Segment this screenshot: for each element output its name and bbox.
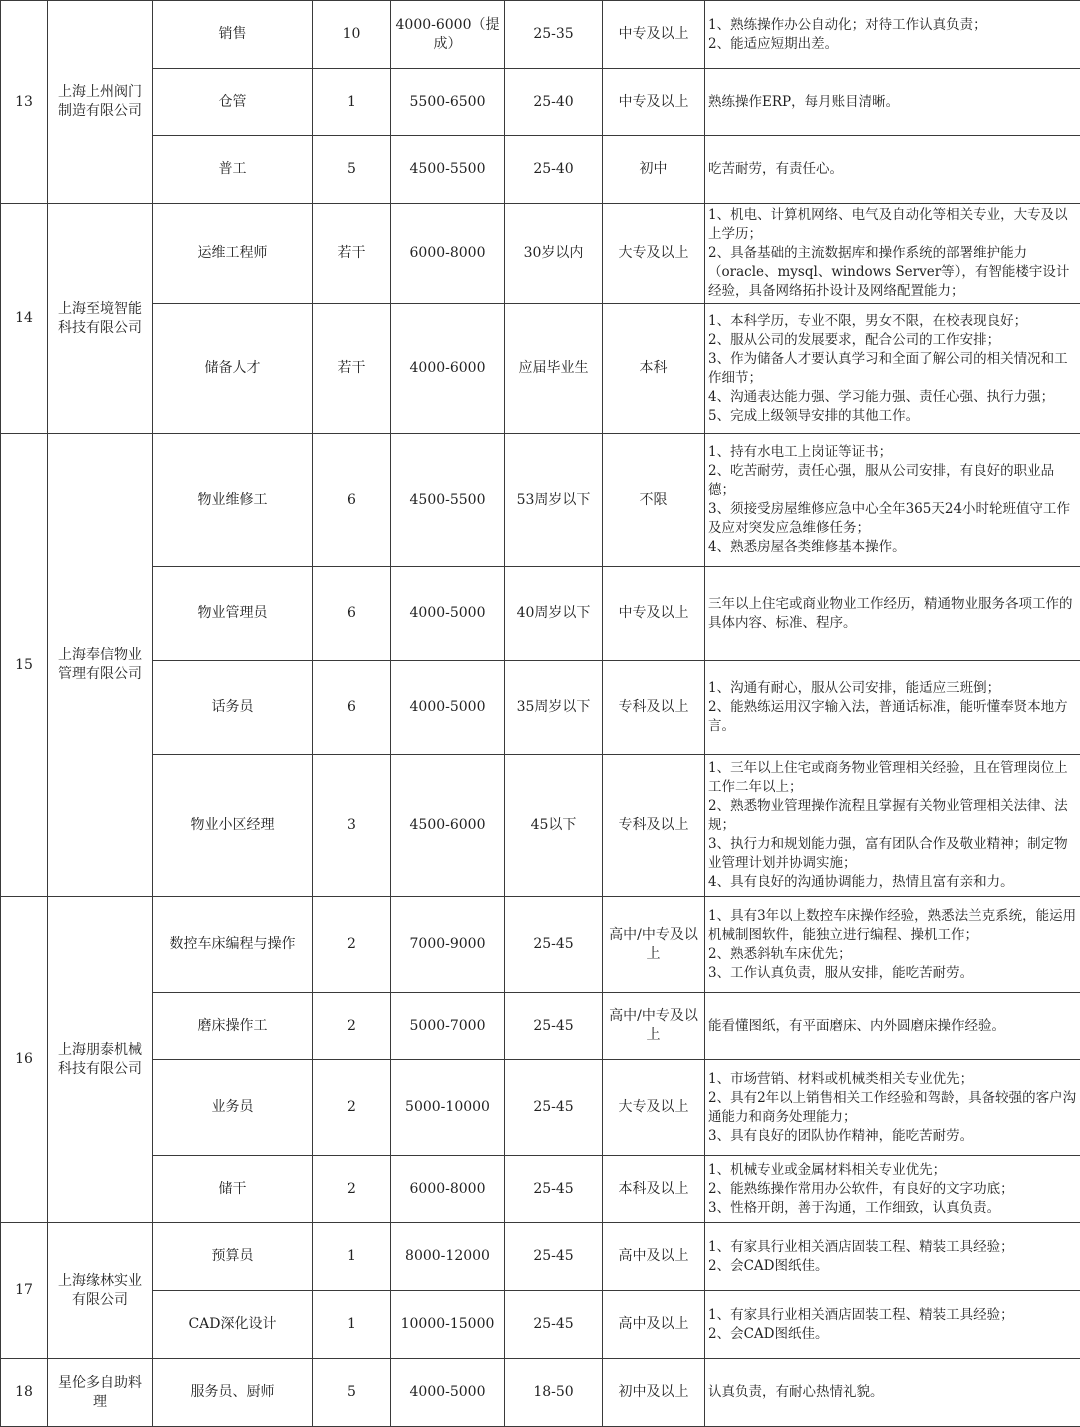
job-salary: 4000-5000 [391,661,505,755]
job-count: 6 [313,434,391,567]
job-requirements [705,1156,1080,1223]
requirement-line: 2、吃苦耐劳，责任心强，服从公司安排，有良好的职业品德； [708,462,1077,500]
job-age: 应届毕业生 [505,304,603,434]
company-number: 13 [1,1,48,204]
job-title: 普工 [153,136,313,204]
job-age: 25-45 [505,1291,603,1359]
requirement-line: 1、本科学历，专业不限，男女不限，在校表现良好； [708,312,1077,331]
job-count: 2 [313,993,391,1060]
requirement-line: 1、有家具行业相关酒店固装工程、精装工具经验； [708,1238,1077,1257]
job-education: 大专及以上 [603,1060,705,1156]
company-number: 17 [1,1223,48,1359]
job-count: 2 [313,1156,391,1223]
job-table-body [1,1,1080,1427]
requirement-line: 能看懂图纸，有平面磨床、内外圆磨床操作经验。 [708,1017,1077,1036]
job-age: 25-40 [505,69,603,136]
job-age: 35周岁以下 [505,661,603,755]
job-requirements [705,755,1080,897]
table-row [1,661,1080,755]
company-name: 上海朋泰机械科技有限公司 [48,897,153,1223]
job-salary: 5500-6500 [391,69,505,136]
job-age: 25-45 [505,993,603,1060]
job-count: 6 [313,661,391,755]
job-education: 本科 [603,304,705,434]
job-title: 物业维修工 [153,434,313,567]
job-salary: 5000-7000 [391,993,505,1060]
table-row [1,993,1080,1060]
job-title: 储备人才 [153,304,313,434]
job-count: 5 [313,1359,391,1427]
requirement-line: 1、机电、计算机网络、电气及自动化等相关专业，大专及以上学历； [708,206,1077,244]
company-name: 上海奉信物业管理有限公司 [48,434,153,897]
job-title: 物业小区经理 [153,755,313,897]
job-salary: 6000-8000 [391,204,505,304]
requirement-line: 2、能适应短期出差。 [708,35,1077,54]
requirement-line: 1、具有3年以上数控车床操作经验，熟悉法兰克系统，能运用机械制图软件，能独立进行编程、操机工作； [708,907,1077,945]
requirement-line: 1、熟练操作办公自动化；对待工作认真负责； [708,16,1077,35]
job-salary: 4000-6000 [391,304,505,434]
requirement-line: 3、性格开朗，善于沟通，工作细致，认真负责。 [708,1199,1077,1218]
requirement-line: 2、能熟练运用汉字输入法，普通话标准，能听懂奉贤本地方言。 [708,698,1077,736]
job-requirements [705,204,1080,304]
job-title: 服务员、厨师 [153,1359,313,1427]
job-requirements [705,69,1080,136]
job-salary: 10000-15000 [391,1291,505,1359]
requirement-line: 1、有家具行业相关酒店固装工程、精装工具经验； [708,1306,1077,1325]
job-requirements [705,304,1080,434]
job-age: 18-50 [505,1359,603,1427]
job-title: 业务员 [153,1060,313,1156]
job-salary: 8000-12000 [391,1223,505,1291]
company-number: 14 [1,204,48,434]
job-count: 10 [313,1,391,69]
table-row [1,136,1080,204]
job-salary: 4500-5500 [391,136,505,204]
company-name: 上海缘林实业有限公司 [48,1223,153,1359]
job-count: 2 [313,1060,391,1156]
job-requirements [705,1359,1080,1427]
job-count: 若干 [313,204,391,304]
requirement-line: 4、熟悉房屋各类维修基本操作。 [708,538,1077,557]
job-requirements [705,434,1080,567]
requirement-line: 4、沟通表达能力强、学习能力强、责任心强、执行力强； [708,388,1077,407]
requirement-line: 1、市场营销、材料或机械类相关专业优先； [708,1070,1077,1089]
table-row [1,1223,1080,1291]
job-education: 中专及以上 [603,567,705,661]
requirement-line: 3、执行力和规划能力强，富有团队合作及敬业精神；制定物业管理计划并协调实施； [708,835,1077,873]
job-count: 若干 [313,304,391,434]
table-row [1,1291,1080,1359]
job-age: 30岁以内 [505,204,603,304]
requirement-line: 3、工作认真负责，服从安排，能吃苦耐劳。 [708,964,1077,983]
job-requirements [705,993,1080,1060]
requirement-line: 2、服从公司的发展要求，配合公司的工作安排； [708,331,1077,350]
requirement-line: 认真负责，有耐心热情礼貌。 [708,1383,1077,1402]
job-education: 不限 [603,434,705,567]
job-count: 6 [313,567,391,661]
job-age: 25-35 [505,1,603,69]
table-row [1,1,1080,69]
job-title: 销售 [153,1,313,69]
job-education: 中专及以上 [603,1,705,69]
requirement-line: 5、完成上级领导安排的其他工作。 [708,407,1077,426]
table-row [1,897,1080,993]
job-education: 大专及以上 [603,204,705,304]
job-age: 25-45 [505,1060,603,1156]
job-title: 物业管理员 [153,567,313,661]
job-salary: 4000-5000 [391,1359,505,1427]
job-age: 45以下 [505,755,603,897]
job-title: CAD深化设计 [153,1291,313,1359]
requirement-line: 2、熟悉物业管理操作流程且掌握有关物业管理相关法律、法规； [708,797,1077,835]
requirement-line: 1、沟通有耐心，服从公司安排，能适应三班倒； [708,679,1077,698]
job-count: 2 [313,897,391,993]
table-row [1,567,1080,661]
requirement-line: 2、会CAD图纸佳。 [708,1325,1077,1344]
table-row [1,304,1080,434]
company-number: 18 [1,1359,48,1427]
requirement-line: 4、具有良好的沟通协调能力，热情且富有亲和力。 [708,873,1077,892]
job-education: 高中及以上 [603,1223,705,1291]
job-age: 53周岁以下 [505,434,603,567]
job-title: 磨床操作工 [153,993,313,1060]
requirement-line: 1、持有水电工上岗证等证书； [708,443,1077,462]
job-salary: 4000-6000（提成） [391,1,505,69]
job-education: 高中/中专及以上 [603,897,705,993]
company-number: 16 [1,897,48,1223]
job-age: 25-40 [505,136,603,204]
job-requirements [705,567,1080,661]
requirement-line: 2、具有2年以上销售相关工作经验和驾龄，具备较强的客户沟通能力和商务处理能力； [708,1089,1077,1127]
job-salary: 5000-10000 [391,1060,505,1156]
table-row [1,755,1080,897]
job-title: 预算员 [153,1223,313,1291]
job-requirements [705,136,1080,204]
job-requirements [705,1,1080,69]
job-count: 1 [313,1223,391,1291]
table-row [1,1060,1080,1156]
table-row [1,1156,1080,1223]
job-education: 专科及以上 [603,661,705,755]
job-count: 1 [313,69,391,136]
company-name: 上海至境智能科技有限公司 [48,204,153,434]
job-count: 1 [313,1291,391,1359]
job-requirements [705,1223,1080,1291]
job-age: 25-45 [505,1223,603,1291]
job-requirements [705,661,1080,755]
job-salary: 6000-8000 [391,1156,505,1223]
requirement-line: 2、熟悉斜轨车床优先； [708,945,1077,964]
job-age: 25-45 [505,1156,603,1223]
job-education: 高中/中专及以上 [603,993,705,1060]
requirement-line: 熟练操作ERP，每月账目清晰。 [708,93,1077,112]
job-salary: 4500-5500 [391,434,505,567]
requirement-line: 1、机械专业或金属材料相关专业优先； [708,1161,1077,1180]
job-education: 初中 [603,136,705,204]
job-education: 中专及以上 [603,69,705,136]
table-row [1,69,1080,136]
requirement-line: 吃苦耐劳，有责任心。 [708,160,1077,179]
job-education: 专科及以上 [603,755,705,897]
job-requirements [705,1291,1080,1359]
job-title: 储干 [153,1156,313,1223]
job-age: 25-45 [505,897,603,993]
company-name: 星伦多自助料理 [48,1359,153,1427]
requirement-line: 2、具备基础的主流数据库和操作系统的部署维护能力（oracle、mysql、windows Server等），有智能楼宇设计经验，具备网络拓扑设计及网络配置能力； [708,244,1077,301]
job-title: 运维工程师 [153,204,313,304]
job-salary: 4000-5000 [391,567,505,661]
job-title: 话务员 [153,661,313,755]
table-row [1,204,1080,304]
job-salary: 7000-9000 [391,897,505,993]
requirement-line: 三年以上住宅或商业物业工作经历，精通物业服务各项工作的具体内容、标准、程序。 [708,595,1077,633]
company-number: 15 [1,434,48,897]
requirement-line: 3、具有良好的团队协作精神，能吃苦耐劳。 [708,1127,1077,1146]
job-education: 初中及以上 [603,1359,705,1427]
job-title: 仓管 [153,69,313,136]
job-title: 数控车床编程与操作 [153,897,313,993]
requirement-line: 3、作为储备人才要认真学习和全面了解公司的相关情况和工作细节； [708,350,1077,388]
job-education: 本科及以上 [603,1156,705,1223]
table-row [1,434,1080,567]
requirement-line: 3、须接受房屋维修应急中心全年365天24小时轮班值守工作及应对突发应急维修任务； [708,500,1077,538]
job-count: 3 [313,755,391,897]
job-requirements [705,1060,1080,1156]
requirement-line: 1、三年以上住宅或商务物业管理相关经验，且在管理岗位上工作二年以上； [708,759,1077,797]
job-education: 高中及以上 [603,1291,705,1359]
job-count: 5 [313,136,391,204]
job-age: 40周岁以下 [505,567,603,661]
job-salary: 4500-6000 [391,755,505,897]
company-name: 上海上州阀门制造有限公司 [48,1,153,204]
job-requirements [705,897,1080,993]
table-row [1,1359,1080,1427]
requirement-line: 2、能熟练操作常用办公软件，有良好的文字功底； [708,1180,1077,1199]
requirement-line: 2、会CAD图纸佳。 [708,1257,1077,1276]
